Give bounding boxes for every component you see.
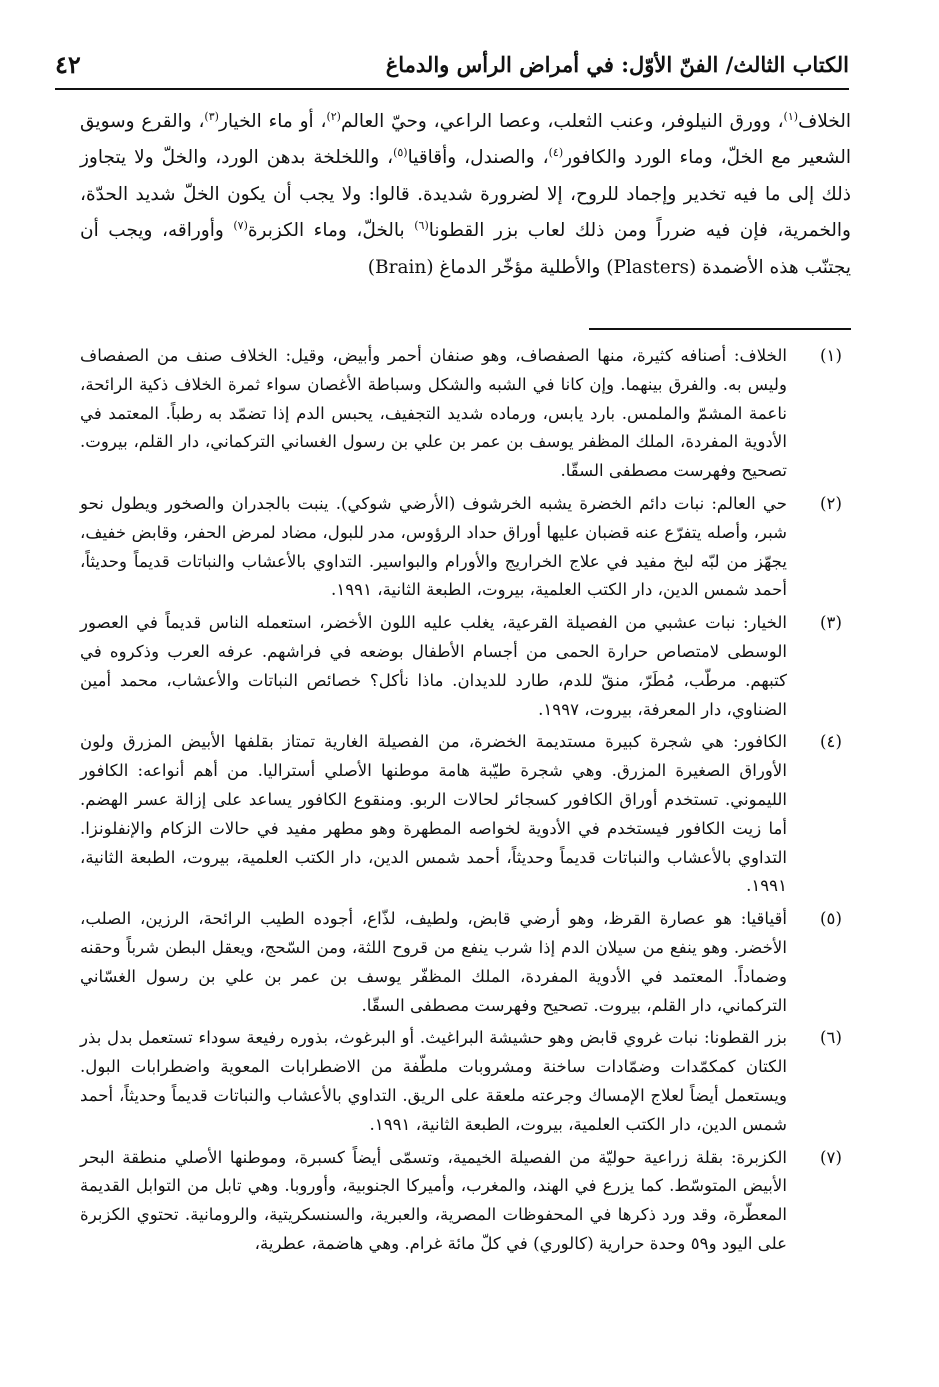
- footnote-number: (٧): [820, 1147, 842, 1167]
- main-text-segment: ، أو ماء الخيار: [218, 111, 327, 132]
- footnotes-list: [80, 342, 851, 1263]
- main-text-segment: بالخلّ، وماء الكزبرة: [247, 220, 415, 242]
- main-text-segment: وأوراقه، ويجب أن يجتنّب هذه الأضمدة (Plasters) والأطلية مؤخّر الدماغ (Brain): [80, 220, 851, 278]
- footnote: [80, 1144, 851, 1259]
- footnote: [80, 1024, 851, 1139]
- main-text-segment: ، والصندل، وأقاقيا: [407, 147, 549, 169]
- main-text-segment: الخلاف: [798, 111, 851, 132]
- footnote-text: الكزبرة: بقلة زراعية حوليّة من الفصيلة الخيمية، وتسمّى أيضاً كسبرة، وموطنها الأصلي منطقة البحر الأبيض المتوسّط. كما يزرع في الهند، والمغرب، وأميركا الجنوبية، وأوروبا. وهي تابل من التوابل القديمة المعطّرة، وقد ورد ذكرها في المحفوظات المصرية، والعبرية، والسنسكريتية، والرومانية. تحتوي الكزبرة على اليود و٥٩ وحدة حرارية (كالوري) في كلّ مائة غرام. وهي هاضمة، عطرية،: [80, 1147, 787, 1253]
- header-title: الكتاب الثالث/ الفنّ الأوّل: في أمراض الرأس والدماغ: [385, 51, 849, 77]
- main-text-segment: ، وورق النيلوفر، وعنب الثعلب، وعصا الراعي، وحيّ العالم: [340, 111, 784, 132]
- main-text-segment: ، والقرع وسويق الشعير مع الخلّ، وماء الورد والكافور: [80, 111, 852, 169]
- footnote-number: (٣): [820, 613, 842, 633]
- footnote-number: (١): [820, 346, 842, 365]
- footnote-ref: (١): [783, 109, 799, 123]
- footnote-text: بزر القطونا: نبات غروي قابض وهو حشيشة البراغيث. أو البرغوث، بذوره رفيعة سوداء تستعمل بدل بذر الكتان كمكمّدات وضمّادات ساخنة ومشروبات ملطّفة من الاضطرابات المعوية واضطرابات البول. ويستعمل أيضاً لعلاج الإمساك وجرعته ملعقة على الريق. التداوي بالأعشاب والنباتات قديماً وحديثاً، أحمد شمس الدين، دار الكتب العلمية، بيروت، الطبعة الثانية، ١٩٩١.: [80, 1028, 787, 1134]
- footnote-text: الخلاف: أصنافه كثيرة، منها الصفصاف، وهو صنفان أحمر وأبيض، وقيل: الخلاف صنف من الصفصاف وليس به. والفرق بينهما. وإن كانا في الشبه والشكل وسباطة الأغصان سواء ثمرة الخلاف ذكية الرائحة، ناعمة المشمّ والملمس. بارد يابس، ورماده شديد التجفيف، يحبس الدم إذا تضمّد به رطباً. المعتمد في الأدوية المفردة، الملك المظفر يوسف بن عمر بن علي بن رسول الغساني التركماني، دار القلم، بيروت. تصحيح وفهرست مصطفى السقّا.: [80, 346, 787, 481]
- footnote-number: (٦): [820, 1028, 842, 1048]
- footnote: [80, 342, 851, 486]
- footnote: [80, 728, 851, 901]
- footnote: [80, 609, 851, 724]
- main-text: [80, 104, 851, 286]
- footnote-text: الخيار: نبات عشبي من الفصيلة القرعية، يغلب عليه اللون الأخضر، استعمله الناس قديماً في العصور الوسطى لامتصاص حرارة الحمى من أجسام الأطفال بوضعه في فراشهم. عرفه العرب وذكروه في كتبهم. مرطّب، مُطَرّ، منقّ للدم، طارد للديدان. ماذا نأكل؟ خصائص النباتات والأعشاب، محمد أمين الضناوي، دار المعرفة، بيروت، ١٩٩٧.: [80, 613, 787, 719]
- footnote-number: (٤): [820, 732, 842, 752]
- footnote-divider: [589, 328, 851, 330]
- footnote-text: الكافور: هي شجرة كبيرة مستديمة الخضرة، من الفصيلة الغارية تمتاز بقلفها الأبيض المزرق ولون الأوراق الصغيرة المزرق. وهي شجرة طيّبة هامة موطنها الأصلي أستراليا. من أهم أنواعه: الكافور الليموني. تستخدم أوراق الكافور كسجائر لحالات الربو. ومنقوع الكافور يساعد على إزالة عسر الهضم. أما زيت الكافور فيستخدم في الأدوية لخواصه المطهرة وهو مطهر مفيد في حالات الزكام والإنفلونزا. التداوي بالأعشاب والنباتات قديماً وحديثاً، أحمد شمس الدين، دار الكتب العلمية، بيروت، الطبعة الثانية، ١٩٩١.: [80, 732, 787, 896]
- footnote-ref: (٥): [393, 146, 408, 160]
- footnote: [80, 905, 851, 1020]
- main-text-segment: ، واللخلخة بدهن الورد، والخلّ ولا يتجاوز ذلك إلى ما فيه تخدير وإجماد للروح، إلا لضرورة شديدة. قالوا: ولا يجب أن يكون الخلّ شديد الحدّة، والخمرية، فإن فيه ضرراً ومن ذلك لعاب بزر القطونا: [80, 147, 851, 242]
- running-header: [55, 40, 849, 90]
- footnote-ref: (٦): [414, 219, 429, 233]
- footnote-number: (٥): [820, 909, 842, 929]
- footnote-number: (٢): [820, 493, 842, 513]
- footnote-text: أقياقيا: هو عصارة القرظ، وهو أرضي قابض، ولطيف، لذّاع، أجوده الطيب الرائحة، الرزين، الصلب، الأخضر. وهو ينفع من سيلان الدم إذا شرب ينفع من قروح اللثة، ومن السّحج، ويعقل البطن شرباً وحقنه وضماداً. المعتمد في الأدوية المفردة، الملك المظفّر يوسف بن عمر بن علي بن رسول الغسّاني التركماني، دار القلم، بيروت. تصحيح وفهرست مصطفى السقّا.: [80, 909, 787, 1015]
- footnote-text: حي العالم: نبات دائم الخضرة يشبه الخرشوف (الأرضي شوكي). ينبت بالجدران والصخور ويطول نحو شبر، وأصله يتفرّع عنه قضبان عليها أوراق حداد الرؤوس، مدر للبول، مضاد لمرض الحفر، وقابض خفيف، يجهّز من لبّه لبخ مفيد في علاج الخراريج والأورام والبواسير. التداوي بالأعشاب والنباتات قديماً وحديثاً، أحمد شمس الدين، دار الكتب العلمية، بيروت، الطبعة الثانية، ١٩٩١.: [80, 493, 787, 600]
- footnote-ref: (٧): [233, 219, 248, 233]
- footnote-ref: (٣): [204, 109, 219, 123]
- footnote-ref: (٢): [326, 109, 341, 123]
- footnote-ref: (٤): [548, 146, 564, 160]
- page-number: ٤٢: [55, 49, 81, 79]
- footnote: [80, 490, 851, 605]
